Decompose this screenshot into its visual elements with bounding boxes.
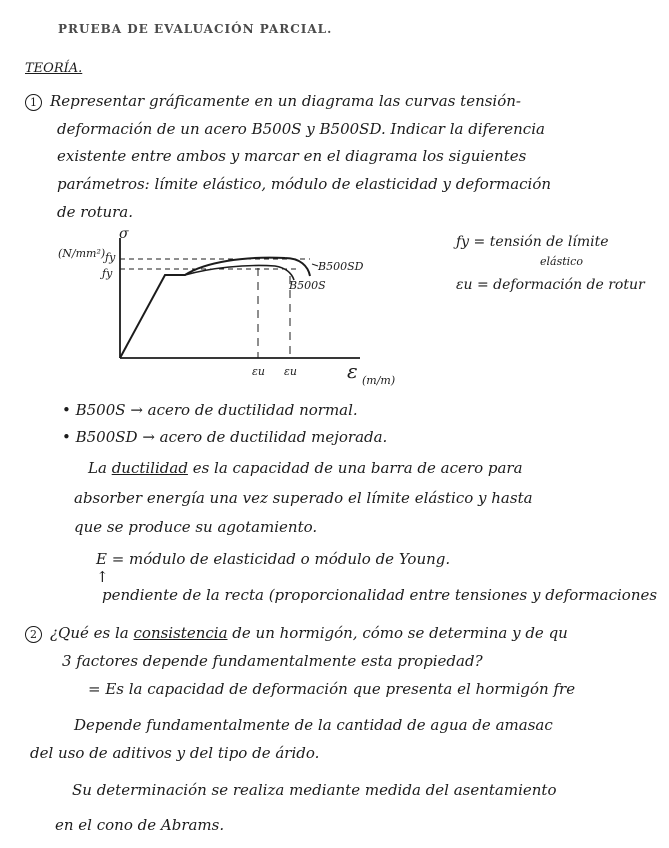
curve-label-b500sd: B500SD bbox=[318, 260, 364, 273]
question-1-line-4: parámetros: límite elástico, módulo de elasticidad y deformación bbox=[57, 175, 552, 193]
diagram-eu-tick-2: εu bbox=[284, 365, 297, 378]
question-1-number: 1 bbox=[25, 94, 42, 111]
ductility-term: ductilidad bbox=[111, 459, 188, 477]
young-arrow: ↑ bbox=[96, 568, 109, 586]
curve-b500sd bbox=[120, 258, 310, 358]
legend-fy-cont: elástico bbox=[540, 255, 583, 268]
question-1-line-1: 1 Representar gráficamente en un diagrama las curvas tensión- bbox=[25, 92, 521, 111]
question-1-line-5: de rotura. bbox=[57, 203, 134, 221]
ductility-line-1: La ductilidad es la capacidad de una barra de acero para bbox=[88, 459, 523, 477]
answer-2-line-4: Su determinación se realiza mediante medida del asentamiento bbox=[72, 781, 557, 799]
diagram-x-axis-unit: (m/m) bbox=[362, 374, 396, 387]
question-1-line-3: existente entre ambos y marcar en el diagrama los siguientes bbox=[57, 147, 527, 165]
question-2-number: 2 bbox=[25, 626, 42, 643]
ductility-line-2: absorber energía una vez superado el límite elástico y hasta bbox=[74, 489, 533, 507]
answer-2-line-3: del uso de aditivos y del tipo de árido. bbox=[30, 744, 320, 762]
section-heading: TEORÍA. bbox=[25, 61, 83, 76]
diagram-x-axis-label: ε bbox=[347, 359, 358, 383]
legend-fy: ƒy = tensión de límite bbox=[456, 234, 609, 250]
answer-2-line-5: en el cono de Abrams. bbox=[55, 816, 225, 834]
exam-title: PRUEBA DE EVALUACIÓN PARCIAL. bbox=[58, 22, 333, 36]
bullet-b500sd: • B500SD → acero de ductilidad mejorada. bbox=[62, 428, 388, 446]
answer-2-line-1: = Es la capacidad de deformación que presenta el hormigón fre bbox=[88, 680, 576, 698]
bullet-b500s: • B500S → acero de ductilidad normal. bbox=[62, 401, 358, 419]
diagram-eu-tick-1: εu bbox=[252, 365, 265, 378]
answer-2-line-2: Depende fundamentalmente de la cantidad de agua de amasac bbox=[74, 716, 553, 734]
question-2-line-2: 3 factores depende fundamentalmente esta propiedad? bbox=[62, 652, 483, 670]
young-modulus-line: E = módulo de elasticidad o módulo de Young. bbox=[96, 550, 451, 568]
young-slope-line: pendiente de la recta (proporcionalidad entre tensiones y deformaciones bbox=[102, 586, 658, 604]
question-1-line-2: deformación de un acero B500S y B500SD. Indicar la diferencia bbox=[57, 120, 545, 138]
ductility-line-3: que se produce su agotamiento. bbox=[74, 518, 318, 536]
consistency-term: consistencia bbox=[133, 624, 228, 642]
diagram-sigma-label: σ bbox=[119, 226, 129, 242]
diagram-fy-label-upper: ƒy bbox=[105, 251, 116, 264]
diagram-fy-label-lower: ƒy bbox=[102, 267, 113, 280]
diagram-y-unit: (N/mm²) bbox=[58, 247, 106, 260]
curve-label-b500s: B500S bbox=[289, 279, 326, 292]
question-2-line-1: 2 ¿Qué es la consistencia de un hormigón, cómo se determina y de qu bbox=[25, 624, 568, 643]
legend-eu: εu = deformación de rotur bbox=[456, 277, 645, 293]
